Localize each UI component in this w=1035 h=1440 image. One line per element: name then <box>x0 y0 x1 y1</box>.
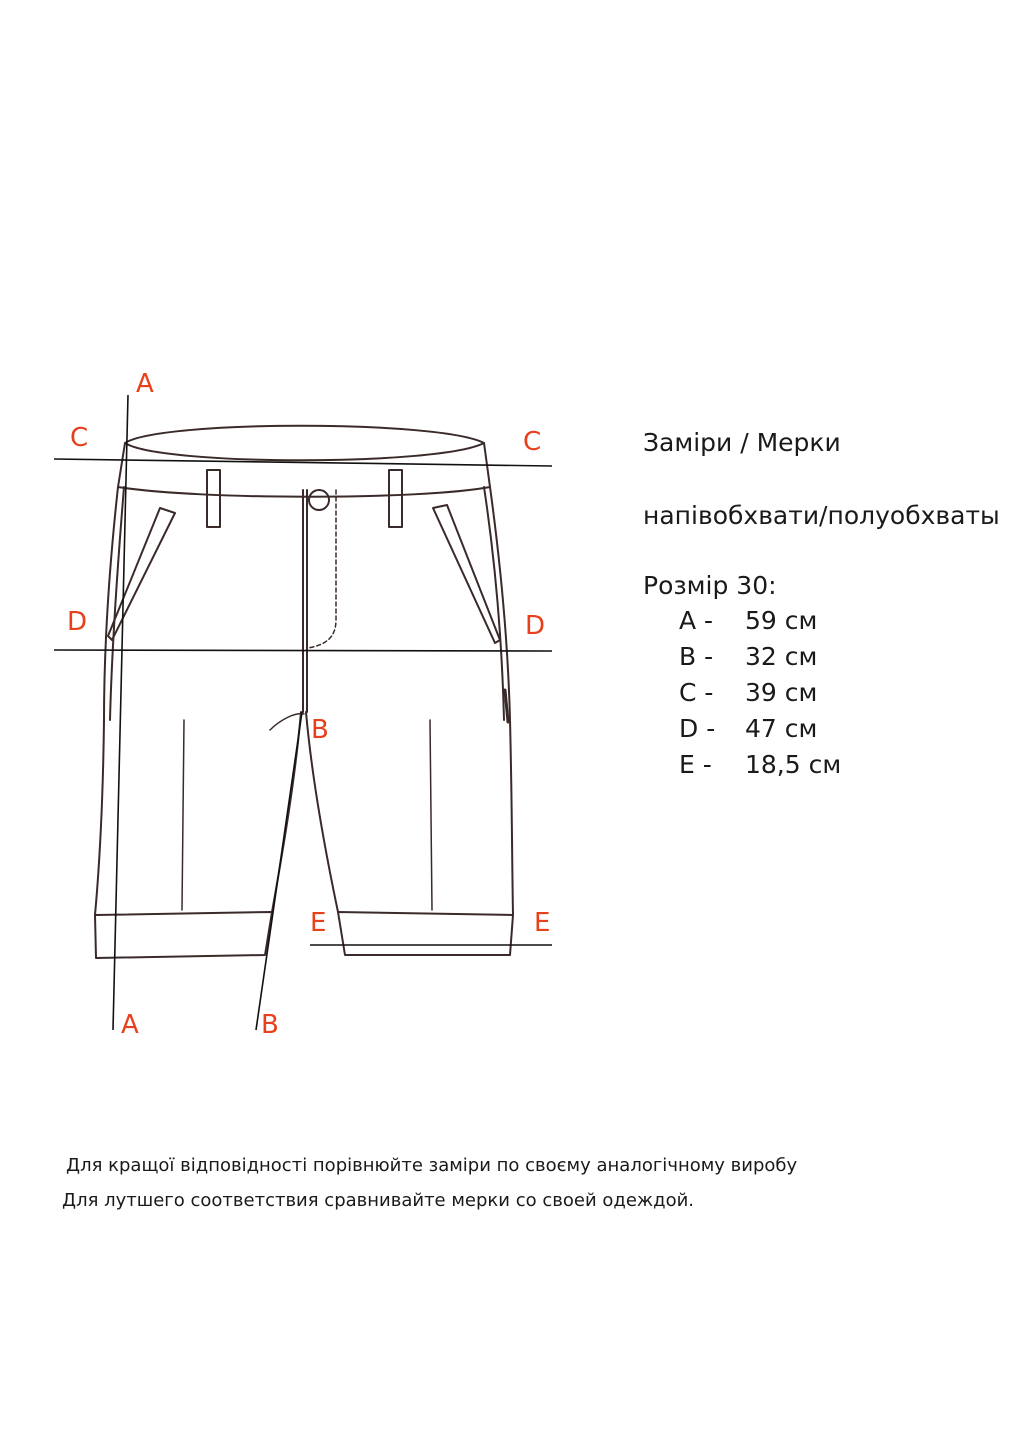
guide-d <box>54 650 552 651</box>
measurement-key: C - <box>679 678 714 707</box>
size-heading: Розмір 30: <box>643 571 777 600</box>
label-b-top: B <box>311 715 329 745</box>
waistband-top <box>125 426 484 461</box>
belt-loop-right <box>389 470 402 527</box>
label-b-bottom: B <box>261 1010 279 1040</box>
left-side-seam <box>95 487 118 915</box>
measurement-value: 47 см <box>745 714 818 743</box>
note-russian: Для лутшего соответствия сравнивайте мерки со своей одеждой. <box>62 1190 694 1211</box>
measurement-row-c <box>679 678 841 714</box>
measurement-row-d <box>679 714 841 750</box>
label-a-bottom: A <box>121 1010 139 1040</box>
belt-loop-left <box>207 470 220 527</box>
label-d-left: D <box>67 607 88 637</box>
label-c-right: C <box>523 427 542 457</box>
waistband <box>118 443 490 497</box>
label-a-top: A <box>136 369 154 399</box>
waist-button <box>309 490 329 510</box>
measurement-key: D - <box>679 714 716 743</box>
measurement-key: E - <box>679 750 712 779</box>
measurement-value: 18,5 см <box>745 750 842 779</box>
measurement-list <box>679 606 841 786</box>
label-e-left: E <box>310 908 327 938</box>
label-c-left: C <box>70 423 89 453</box>
measurement-key: A - <box>679 606 714 635</box>
note-ukrainian: Для кращої відповідності порівнюйте заміри по своєму аналогічному виробу <box>66 1155 798 1176</box>
measurement-key: B - <box>679 642 714 671</box>
shorts-outline <box>95 426 513 958</box>
measurement-labels <box>67 369 550 1040</box>
measurement-row-a <box>679 606 841 642</box>
fly-stitch <box>308 490 336 648</box>
measurement-row-e <box>679 750 841 786</box>
measurement-value: 39 см <box>745 678 818 707</box>
left-cuff <box>95 912 272 958</box>
label-e-right: E <box>534 908 551 938</box>
panel-subtitle: напівобхвати/полуобхваты <box>643 501 1000 530</box>
right-cuff <box>338 912 513 955</box>
label-d-right: D <box>525 611 546 641</box>
crease-right <box>430 720 432 910</box>
panel-title: Заміри / Мерки <box>643 428 841 457</box>
guide-b <box>256 712 302 1030</box>
guide-a <box>113 395 128 1030</box>
measurement-row-b <box>679 642 841 678</box>
crease-left <box>182 720 184 910</box>
measurement-value: 59 см <box>745 606 818 635</box>
measurement-value: 32 см <box>745 642 818 671</box>
left-inseam <box>272 712 301 912</box>
